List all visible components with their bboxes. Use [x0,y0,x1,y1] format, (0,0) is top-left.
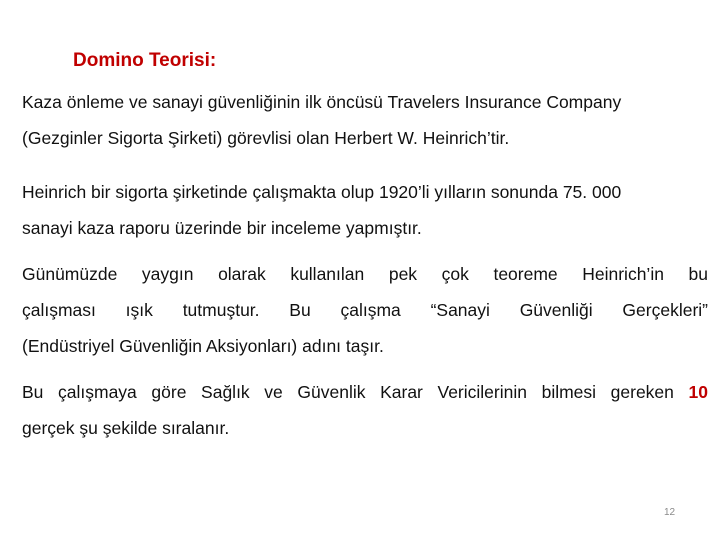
paragraph-2-line-2: sanayi kaza raporu üzerinde bir inceleme yapmıştır. [22,218,422,238]
paragraph-2-line-1: Heinrich bir sigorta şirketinde çalışmakta olup 1920’li yılların sonunda 75. 000 [22,182,622,202]
paragraph-1-line-1: Kaza önleme ve sanayi güvenliğinin ilk öncüsü Travelers Insurance Company [22,92,622,112]
paragraph-3-line-2: çalışması ışık tutmuştur. Bu çalışma “Sanayi Güvenliği Gerçekleri” [22,300,708,320]
paragraph-4-line-1-text: Bu çalışmaya göre Sağlık ve Güvenlik Karar Vericilerinin bilmesi gereken [22,382,674,402]
paragraph-ten-facts [22,374,708,446]
paragraph-4-line-2: gerçek şu şekilde sıralanır. [22,418,230,438]
paragraph-3-line-3: (Endüstriyel Güvenliğin Aksiyonları) adını taşır. [22,336,384,356]
highlight-number-ten: 10 [688,382,708,402]
paragraph-heinrich-influence [22,256,708,364]
paragraph-1-line-2: (Gezginler Sigorta Şirketi) görevlisi olan Herbert W. Heinrich’tir. [22,128,510,148]
slide-title: Domino Teorisi: [73,50,217,71]
paragraph-4-line-1 [22,374,708,410]
paragraph-heinrich-study [22,174,708,246]
paragraph-heinrich-intro [22,84,708,156]
page-number: 12 [664,507,676,518]
paragraph-3-line-1: Günümüzde yaygın olarak kullanılan pek çok teoreme Heinrich’in bu [22,264,708,284]
